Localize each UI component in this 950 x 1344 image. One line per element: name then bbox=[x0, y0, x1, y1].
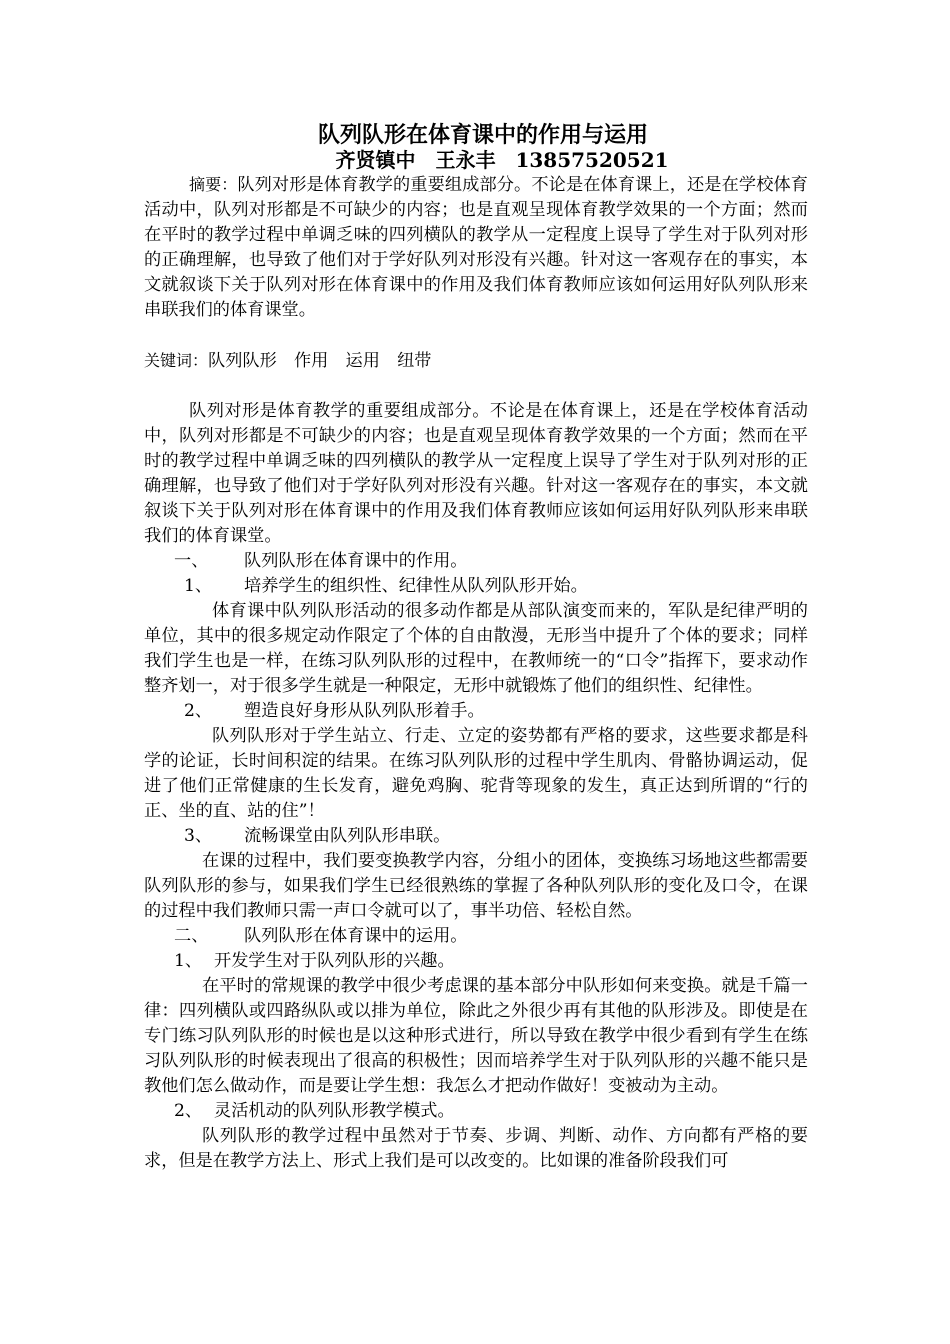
section2-item1-number: 1、 bbox=[174, 951, 203, 971]
section2-item2-heading bbox=[144, 1099, 808, 1124]
intro-paragraph: 队列对形是体育教学的重要组成部分。不论是在体育课上，还是在学校体育活动中，队列对形都是不可缺少的内容；也是直观呈现体育教学效果的一个方面；然而在平时的教学过程中单调乏味的四列横队的教学从一定程度上误导了学生对于队列对形的正确理解，也导致了他们对于学好队列对形没有兴趣。针对这一客观存在的事实，本文就叙谈下关于队列对形在体育课中的作用及我们体育教师应该如何运用好队列队形来串联我们的体育课堂。 bbox=[144, 401, 808, 546]
author-line: 齐贤镇中 王永丰 13857520521 bbox=[335, 148, 669, 172]
section2-item1-heading bbox=[144, 949, 808, 974]
document-content bbox=[144, 122, 808, 1174]
document-title: 队列队形在体育课中的作用与运用 bbox=[317, 122, 648, 148]
section2-item2-title: 灵活机动的队列队形教学模式。 bbox=[214, 1101, 455, 1121]
section1-title: 队列队形在体育课中的作用。 bbox=[244, 551, 468, 571]
section2-heading bbox=[144, 924, 808, 949]
section1-item3-number: 3、 bbox=[184, 826, 213, 846]
section2-item1-title: 开发学生对于队列队形的兴趣。 bbox=[214, 951, 455, 971]
section1-item3-paragraph: 在课的过程中，我们要变换教学内容，分组小的团体，变换练习场地这些都需要队列队形的参与，如果我们学生已经很熟练的掌握了各种队列队形的变化及口令，在课的过程中我们教师只需一声口令就可以了，事半功倍、轻松自然。 bbox=[144, 851, 808, 921]
section1-item2-paragraph: 队列队形对于学生站立、行走、立定的姿势都有严格的要求，这些要求都是科学的论证，长时间积淀的结果。在练习队列队形的过程中学生肌肉、骨骼协调运动，促进了他们正常健康的生长发育，避免鸡胸、驼背等现象的发生，真正达到所谓的“行的正、坐的直、站的住”！ bbox=[144, 726, 808, 821]
section2-title: 队列队形在体育课中的运用。 bbox=[244, 926, 468, 946]
section1-number: 一、 bbox=[174, 551, 209, 571]
section1-item2-heading bbox=[144, 699, 808, 724]
section1-item1-title: 培养学生的组织性、纪律性从队列队形开始。 bbox=[244, 576, 588, 596]
keywords-label: 关键词： bbox=[144, 351, 209, 370]
abstract-paragraph bbox=[144, 172, 808, 323]
section2-number: 二、 bbox=[174, 926, 209, 946]
abstract-text: 队列对形是体育教学的重要组成部分。不论是在体育课上，还是在学校体育活动中，队列对形都是不可缺少的内容；也是直观呈现体育教学效果的一个方面；然而在平时的教学过程中单调乏味的四列横队的教学从一定程度上误导了学生对于队列对形的正确理解，也导致了他们对于学好队列对形没有兴趣。针对这一客观存在的事实，本文就叙谈下关于队列对形在体育课中的作用及我们体育教师应该如何运用好队列队形来串联我们的体育课堂。 bbox=[144, 175, 808, 320]
keywords-text: 队列队形 作用 运用 纽带 bbox=[208, 351, 432, 371]
section2-item1-paragraph: 在平时的常规课的教学中很少考虑课的基本部分中队形如何来变换。就是千篇一律：四列横队或四路纵队或以排为单位，除此之外很少再有其他的队形涉及。即使是在专门练习队列队形的时候也是以这种形式进行，所以导致在教学中很少看到有学生在练习队列队形的时候表现出了很高的积极性；因而培养学生对于队列队形的兴趣不能只是教他们怎么做动作，而是要让学生想：我怎么才把动作做好！变被动为主动。 bbox=[144, 976, 808, 1096]
section2-item2-paragraph: 队列队形的教学过程中虽然对于节奏、步调、判断、动作、方向都有严格的要求，但是在教学方法上、形式上我们是可以改变的。比如课的准备阶段我们可 bbox=[144, 1126, 808, 1171]
section1-item3-heading bbox=[144, 824, 808, 849]
section1-item1-paragraph: 体育课中队列队形活动的很多动作都是从部队演变而来的，军队是纪律严明的单位，其中的很多规定动作限定了个体的自由散漫，无形当中提升了个体的要求；同样我们学生也是一样，在练习队列队形的过程中，在教师统一的“口令”指挥下，要求动作整齐划一，对于很多学生就是一种限定，无形中就锻炼了他们的组织性、纪律性。 bbox=[144, 601, 808, 696]
keywords-line bbox=[144, 348, 808, 374]
spacer bbox=[144, 374, 808, 399]
section1-heading bbox=[144, 549, 808, 574]
section1-item1-number: 1、 bbox=[184, 576, 213, 596]
section1-item2-title: 塑造良好身形从队列队形着手。 bbox=[244, 701, 485, 721]
abstract-label: 摘要： bbox=[189, 175, 238, 194]
section1-item2-number: 2、 bbox=[184, 701, 213, 721]
section1-item1-heading bbox=[144, 574, 808, 599]
section1-item3-title: 流畅课堂由队列队形串联。 bbox=[244, 826, 451, 846]
section2-item2-number: 2、 bbox=[174, 1101, 203, 1121]
